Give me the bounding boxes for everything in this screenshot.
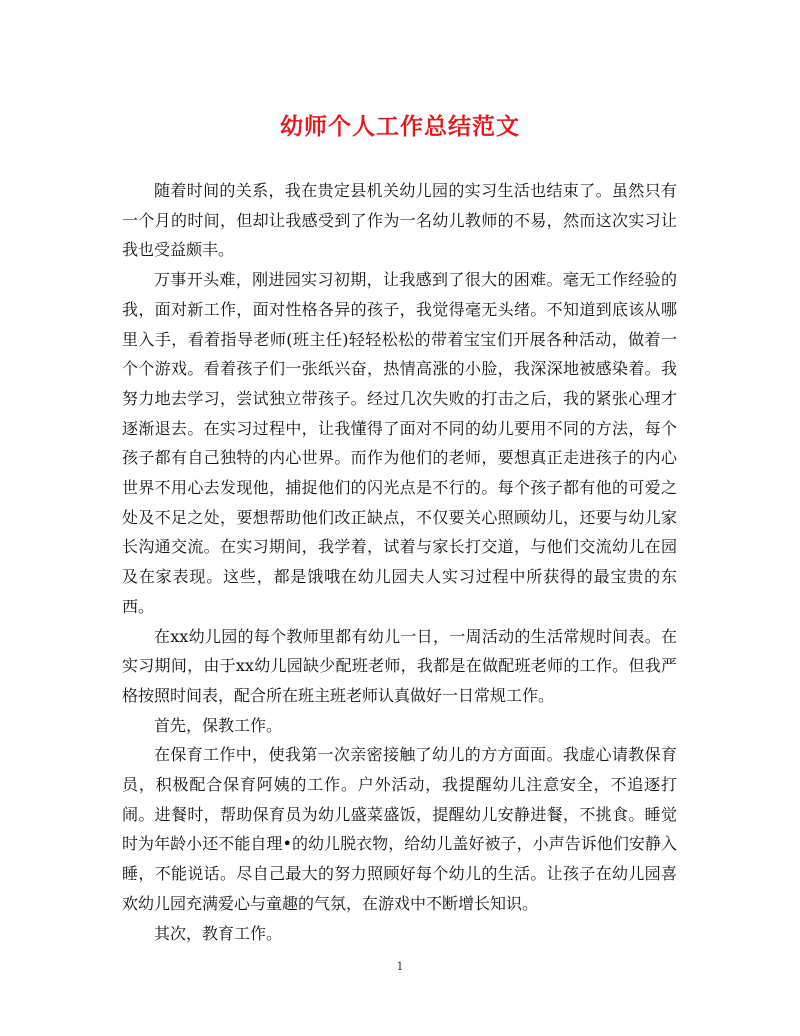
paragraph-1: 随着时间的关系，我在贵定县机关幼儿园的实习生活也结束了。虽然只有一个月的时间，但却让我感受到了作为一名幼儿教师的不易，然而这次实习让我也受益颇丰。 — [122, 181, 677, 260]
page-number: 1 — [396, 960, 404, 973]
paragraph-2: 万事开头难，刚进园实习初期，让我感到了很大的困难。毫无工作经验的我，面对新工作，面对性格各异的孩子，我觉得毫无头绪。不知道到底该从哪里入手，看着指导老师(班主任)轻轻松松的带着宝宝们开展各种活动，做着一个个游戏。看着孩子们一张纸兴奋，热情高涨的小脸，我深深地被感染着。我努力地去学习，尝试独立带孩子。经过几次失败的打击之后，我的紧张心理才逐渐退去。在实习过程中，让我懂得了面对不同的幼儿要用不同的方法，每个孩子都有自己独特的内心世界。而作为他们的老师，要想真正走进孩子的内心世界不用心去发现他，捕捉他们的闪光点是不行的。每个孩子都有他的可爱之处及不足之处，要想帮助他们改正缺点，不仅要关心照顾幼儿，还要与幼儿家长沟通交流。在实习期间，我学着，试着与家长打交道，与他们交流幼儿在园及在家表现。这些，都是饿哦在幼儿园夫人实习过程中所获得的最宝贵的东西。 — [122, 270, 677, 616]
page-title: 幼师个人工作总结范文 — [280, 113, 520, 140]
paragraph-5: 在保育工作中，使我第一次亲密接触了幼儿的方方面面。我虚心请教保育员，积极配合保育阿姨的工作。户外活动，我提醒幼儿注意安全，不追逐打闹。进餐时，帮助保育员为幼儿盛菜盛饭，提醒幼儿安静进餐，不挑食。睡觉时为年龄小还不能自理•的幼儿脱衣物，给幼儿盖好被子，小声告诉他们安静入睡，不能说话。尽自己最大的努力照顾好每个幼儿的生活。让孩子在幼儿园喜欢幼儿园充满爱心与童趣的气氛，在游戏中不断增长知识。 — [122, 745, 677, 913]
paragraph-4: 首先，保教工作。 — [154, 715, 283, 735]
paragraph-3: 在xx幼儿园的每个教师里都有幼儿一日，一周活动的生活常规时间表。在实习期间，由于xx幼儿园缺少配班老师，我都是在做配班老师的工作。但我严格按照时间表，配合所在班主班老师认真做好一日常规工作。 — [122, 626, 677, 705]
document-body — [122, 176, 677, 948]
paragraph-6: 其次，教育工作。 — [154, 923, 283, 943]
